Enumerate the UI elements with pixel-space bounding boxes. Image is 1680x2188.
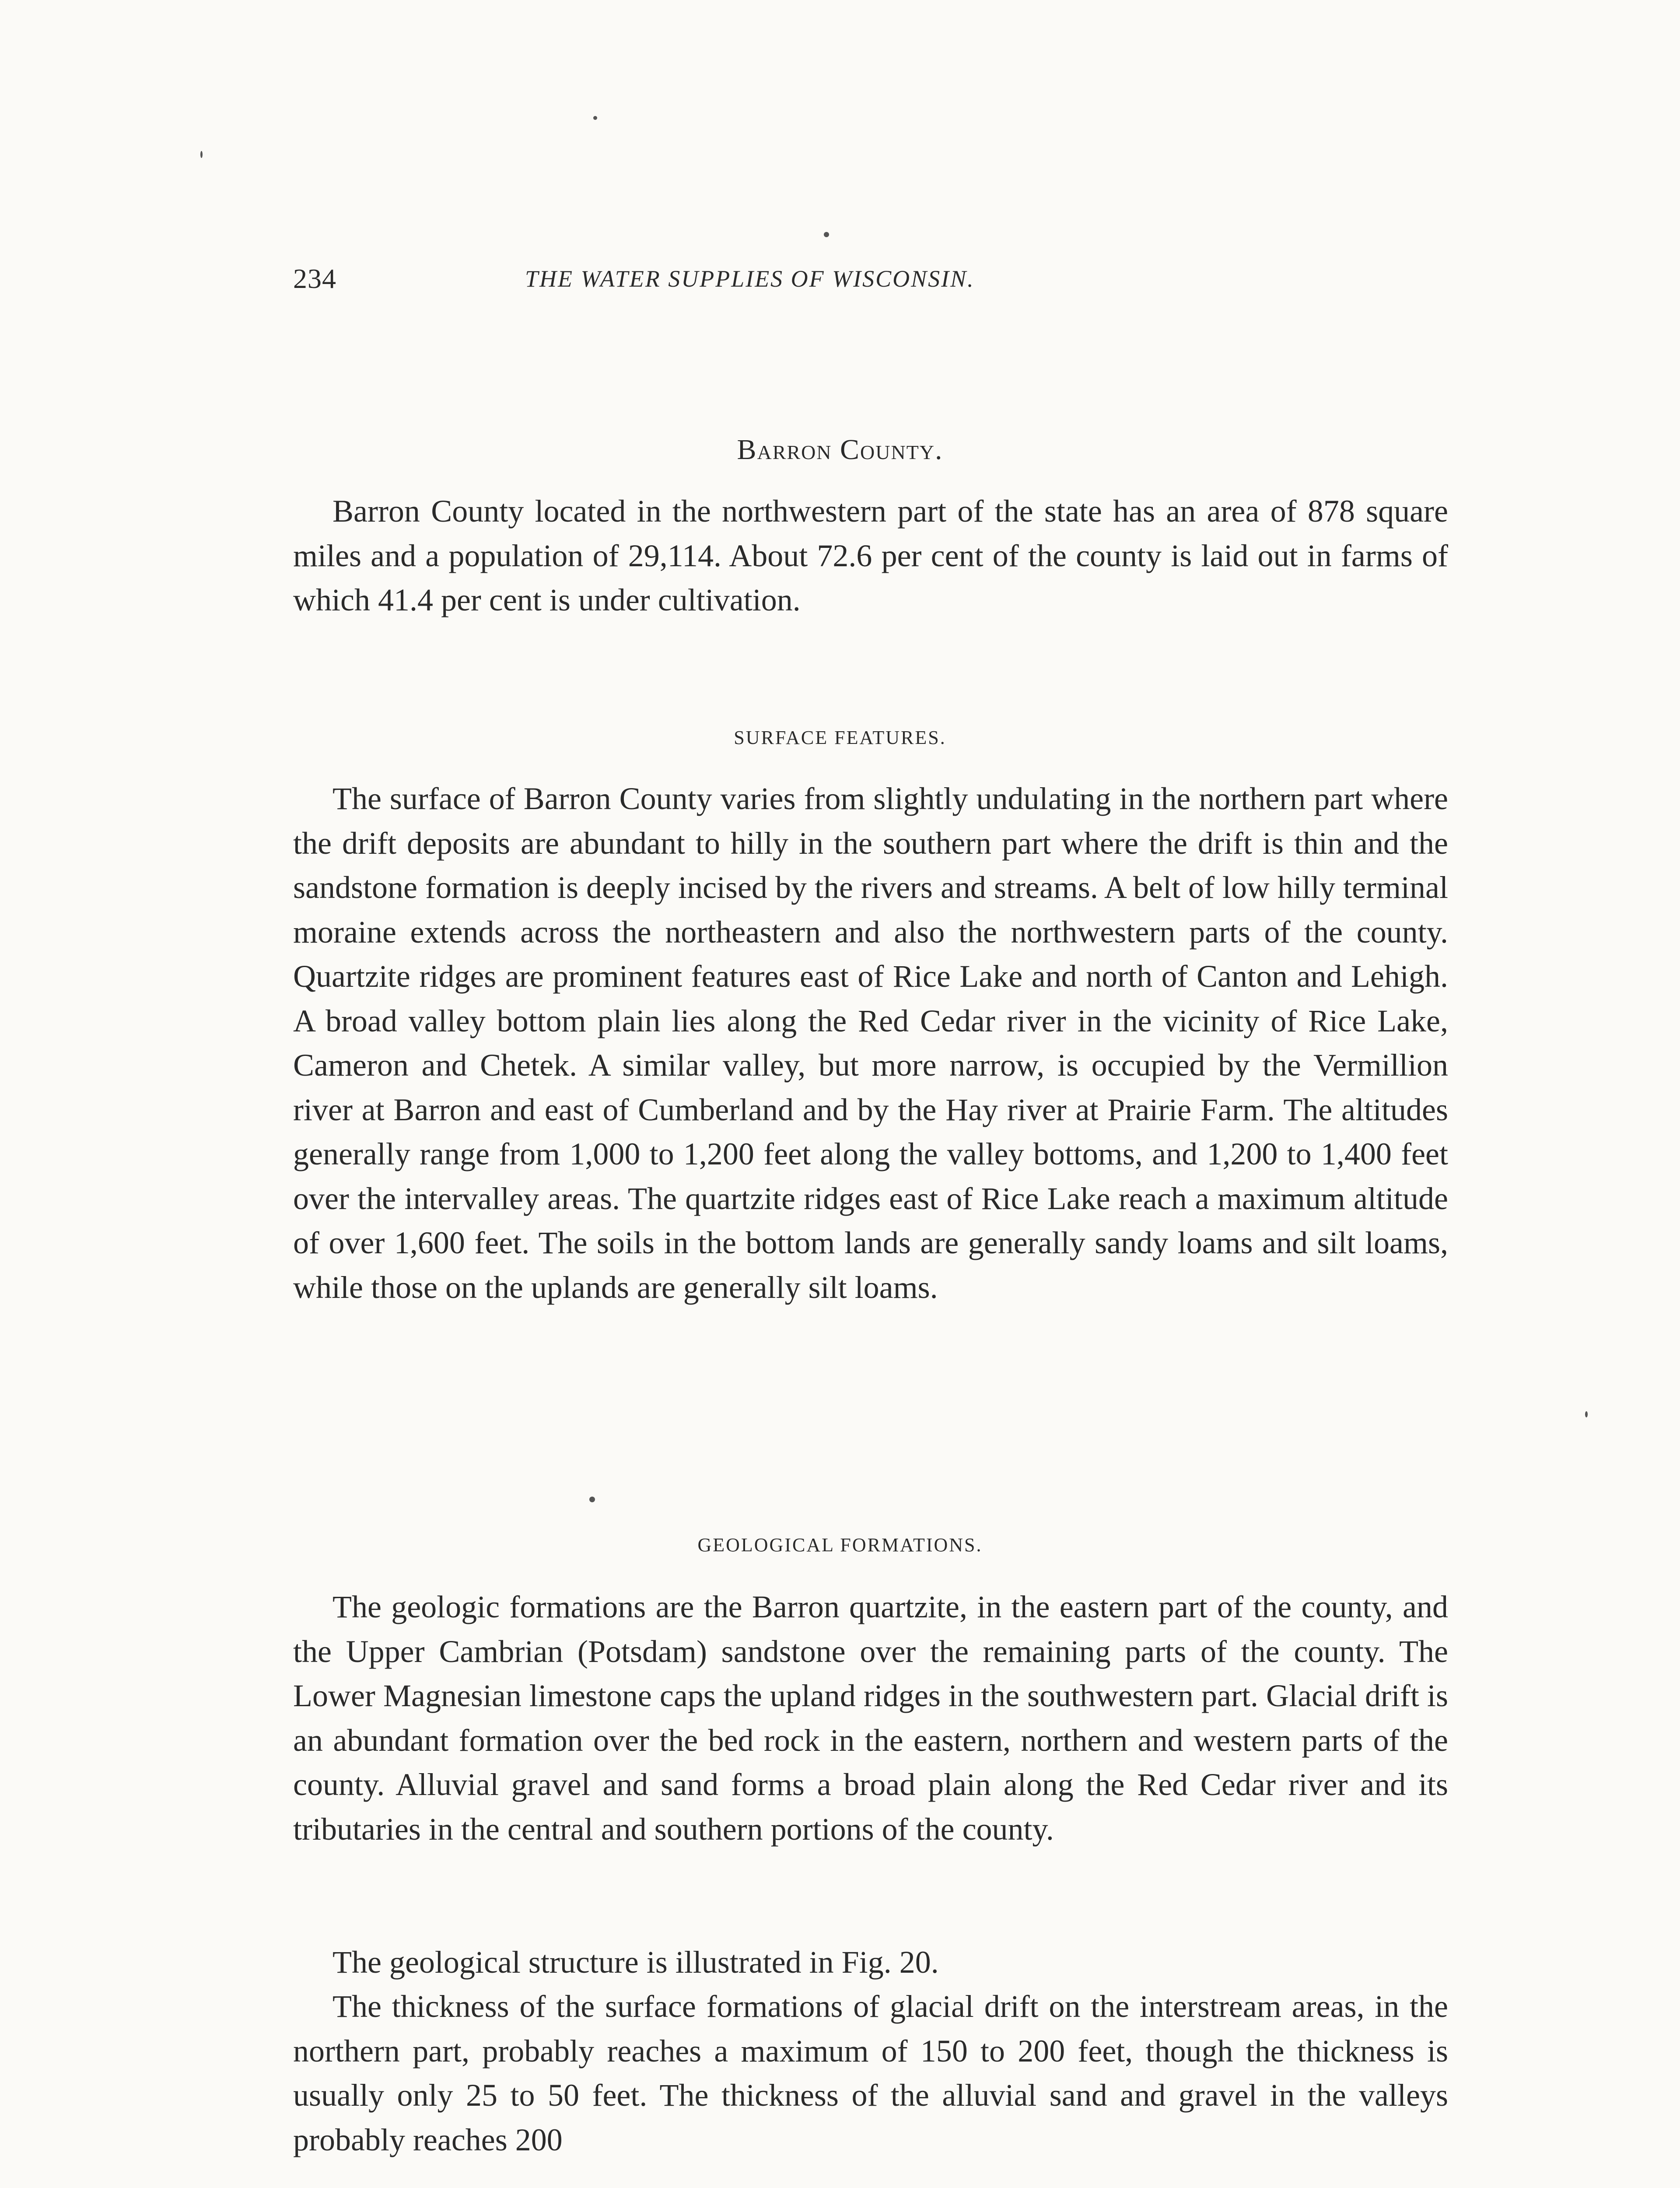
geological-formations-paragraph-1: The geologic formations are the Barron quartzite, in the eastern part of the county, and the Upper Cambrian (Potsdam) sandstone over the remaining parts of the county. The Lower Magnesian limestone caps the upland ridges in the southwestern part. Glacial drift is an abundant formation over the bed rock in the eastern, northern and western parts of the county. Alluvial gravel and sand forms a broad plain along the Red Cedar river and its tributaries in the central and southern portions of the county. xyxy=(293,1589,1448,1847)
surface-features-paragraph: The surface of Barron County varies from slightly undulating in the northern part where the drift deposits are abundant to hilly in the southern part where the drift is thin and the sandstone formation is deeply incised by the rivers and streams. A belt of low hilly terminal moraine extends across the northeastern and also the northwestern parts of the county. Quartzite ridges are prominent features east of Rice Lake and north of Canton and Lehigh. A broad valley bottom plain lies along the Red Cedar river in the vicinity of Rice Lake, Cameron and Chetek. A similar valley, but more narrow, is occupied by the Vermillion river at Barron and east of Cumberland and by the Hay river at Prairie Farm. The altitudes generally range from 1,000 to 1,200 feet along the valley bottoms, and 1,200 to 1,400 feet over the intervalley areas. The quartzite ridges east of Rice Lake reach a maximum altitude of over 1,600 feet. The soils in the bottom lands are generally sandy loams and silt loams, while those on the uplands are generally silt loams. xyxy=(293,781,1448,1305)
scan-speck xyxy=(593,116,597,120)
scan-speck xyxy=(1585,1411,1588,1417)
scan-speck xyxy=(589,1497,595,1502)
section-title: Barron County. xyxy=(737,434,943,466)
surface-features-heading: SURFACE FEATURES. xyxy=(734,727,946,748)
scan-speck xyxy=(200,151,203,158)
geological-formations-paragraph-2: The geological structure is illustrated in Fig. 20. xyxy=(332,1945,939,1980)
intro-paragraph: Barron County located in the northwestern part of the state has an area of 878 square miles and a population of 29,114. About 72.6 per cent of the county is laid out in farms of which 41.4 per cent is under cultivation. xyxy=(293,494,1448,617)
page-number: 234 xyxy=(293,263,336,294)
running-head xyxy=(293,263,1457,302)
geological-formations-heading: GEOLOGICAL FORMATIONS. xyxy=(697,1534,983,1556)
scan-speck xyxy=(824,232,829,237)
running-title: THE WATER SUPPLIES OF WISCONSIN. xyxy=(525,266,975,292)
geological-formations-paragraph-3: The thickness of the surface formations of glacial drift on the interstream areas, in the northern part, probably reaches a maximum of 150 to 200 feet, though the thickness is usually only 25 to 50 feet. The thickness of the alluvial sand and gravel in the valleys probably reaches 200 xyxy=(293,1989,1448,2157)
